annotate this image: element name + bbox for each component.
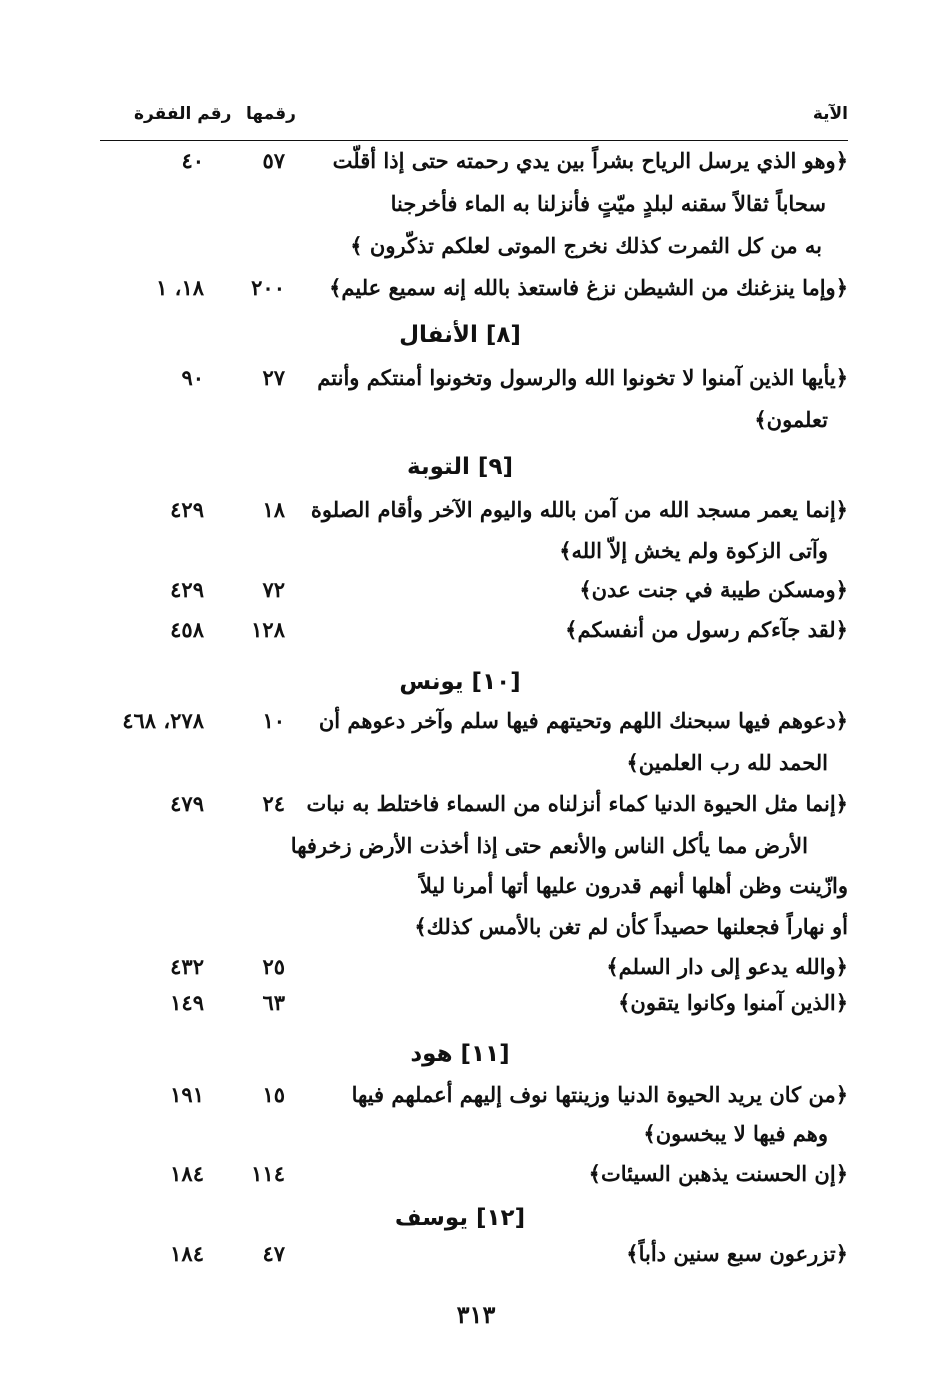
verse-number: ١٨: [262, 497, 285, 522]
verse-line: ﴿وهو الذي يرسل الرياح بشراً بين يدي رحمته حتى إذا أقلّت: [332, 148, 848, 173]
verse-line: وآتى الزكوة ولم يخش إلاّ الله﴾: [559, 538, 828, 563]
verse-number: ٥٧: [262, 148, 285, 173]
paragraph-number: ٩٠: [181, 365, 204, 390]
verse-line: ﴿لقد جآءكم رسول من أنفسكم﴾: [565, 617, 848, 642]
verse-line: ﴿وإما ينزغنك من الشيطن نزغ فاستعذ بالله إنه سميع عليم﴾: [329, 275, 848, 300]
verse-number: ٢٥: [262, 954, 285, 979]
verse-line: سحاباً ثقالاً سقنه لبلدٍ ميّتٍ فأنزلنا به الماء فأخرجنا: [390, 191, 826, 216]
verse-line: ﴿دعوهم فيها سبحنك اللهم وتحيتهم فيها سلم وآخر دعوهم أن: [318, 708, 848, 733]
verse-line: ﴿من كان يريد الحيوة الدنيا وزينتها نوف إليهم أعملهم فيها: [351, 1082, 848, 1107]
verse-line: ﴿الذين آمنوا وكانوا يتقون﴾: [618, 990, 848, 1015]
verse-number: ١١٤: [251, 1161, 285, 1186]
verse-line: ﴿إنما يعمر مسجد الله من آمن بالله واليوم الآخر وأقام الصلوة: [310, 497, 848, 522]
paragraph-number: ١٩١: [170, 1082, 204, 1107]
verse-line: تعلمون﴾: [754, 407, 828, 432]
header-number: رقمها: [246, 104, 296, 124]
verse-line: أو نهاراً فجعلنها حصيداً كأن لم تغن بالأمس كذلك﴾: [414, 914, 848, 939]
surah-heading: [١١] هود: [410, 1041, 510, 1067]
paragraph-number: ٢٧٨، ٤٦٨: [122, 708, 204, 733]
header-verse: الآية: [812, 104, 848, 124]
verse-line: الأرض مما يأكل الناس والأنعم حتى إذا أخذت الأرض زخرفها: [290, 833, 808, 858]
header-paragraph: رقم الفقرة: [134, 104, 232, 124]
verse-number: ١٠: [262, 708, 285, 733]
paragraph-number: ٤٢٩: [170, 497, 204, 522]
verse-line: الحمد لله رب العلمين﴾: [626, 750, 828, 775]
surah-heading: [١٠] يونس: [399, 669, 521, 695]
surah-heading: [٨] الأنفال: [399, 322, 521, 348]
surah-heading: [١٢] يوسف: [394, 1205, 526, 1231]
verse-line: وازّينت وظن أهلها أنهم قدرون عليها أتها أمرنا ليلاً: [419, 873, 848, 898]
verse-line: ﴿ومسكن طيبة في جنت عدن﴾: [579, 577, 848, 602]
paragraph-number: ٤٢٩: [170, 577, 204, 602]
verse-number: ٢٤: [262, 791, 285, 816]
paragraph-number: ١٤٩: [170, 990, 204, 1015]
paragraph-number: ٤٧٩: [170, 791, 204, 816]
verse-number: ٧٢: [262, 577, 285, 602]
verse-line: به من كل الثمرت كذلك نخرج الموتى لعلكم تذكّرون ﴾: [350, 233, 822, 258]
surah-heading: [٩] التوبة: [407, 454, 513, 480]
paragraph-number: ١٨٤: [170, 1161, 204, 1186]
verse-number: ١٥: [262, 1082, 285, 1107]
verse-number: ٢٠٠: [251, 275, 285, 300]
paragraph-number: ٤٣٢: [170, 954, 204, 979]
paragraph-number: ٤٥٨: [170, 617, 204, 642]
paragraph-number: ١٨٤: [170, 1241, 204, 1266]
verse-line: ﴿إنما مثل الحيوة الدنيا كماء أنزلناه من السماء فاختلط به نبات: [306, 791, 848, 816]
verse-number: ١٢٨: [251, 617, 285, 642]
paragraph-number: ٤٠: [181, 148, 204, 173]
verse-number: ٤٧: [262, 1241, 285, 1266]
verse-number: ٢٧: [262, 365, 285, 390]
verse-line: ﴿إن الحسنت يذهبن السيئات﴾: [588, 1161, 848, 1186]
verse-line: ﴿تزرعون سبع سنين دأباً﴾: [626, 1241, 848, 1266]
verse-line: ﴿والله يدعو إلى دار السلم﴾: [606, 954, 848, 979]
verse-line: وهم فيها لا يبخسون﴾: [643, 1121, 828, 1146]
verse-number: ٦٣: [262, 990, 285, 1015]
verse-line: ﴿يأيها الذين آمنوا لا تخونوا الله والرسول وتخونوا أمنتكم وأنتم: [317, 365, 848, 390]
page-number: ٣١٣: [456, 1300, 496, 1329]
paragraph-number: ١٨، ١: [156, 275, 204, 300]
